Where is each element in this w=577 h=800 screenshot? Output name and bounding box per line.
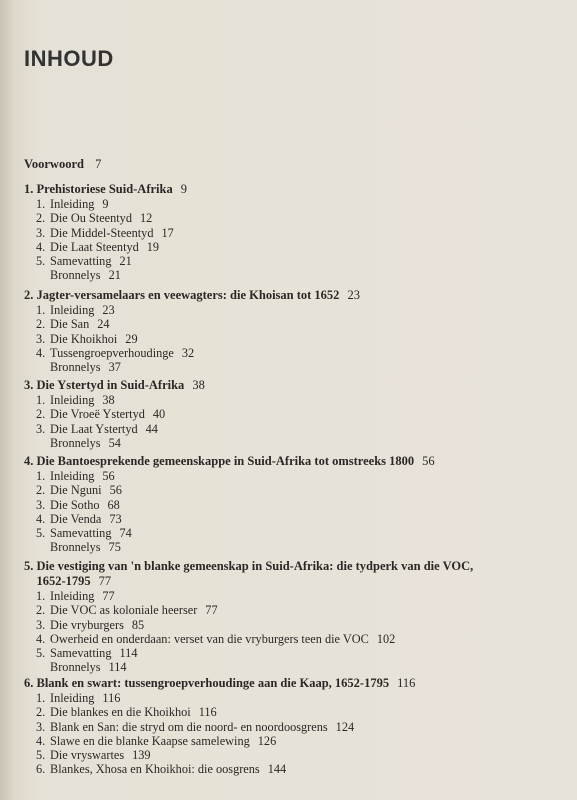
toc-item: 2. Die VOC as koloniale heerser 77 — [36, 603, 218, 618]
chapter-2 — [24, 288, 360, 374]
toc-item: 1. Inleiding 56 — [36, 469, 115, 483]
chapter-title — [24, 378, 205, 393]
toc-item: 3. Die Middel-Steentyd 17 — [36, 225, 174, 240]
toc-item: 2. Die blankes en die Khoikhoi 116 — [36, 705, 217, 720]
toc-item-bronnelys: Bronnelys 21 — [50, 268, 121, 283]
toc-item: 3. Die Khoikhoi 29 — [36, 331, 138, 346]
toc-item: 3. Die vryburgers 85 — [36, 617, 145, 632]
chapter-title — [24, 559, 473, 589]
toc-item-bronnelys: Bronnelys 114 — [50, 660, 127, 675]
chapter-title-text: 6. Blank en swart: tussengroepverhoudinge aan die Kaap, 1652-1795 — [24, 676, 390, 690]
chapter-6 — [24, 676, 415, 777]
toc-item: 2. Die San 24 — [36, 317, 110, 332]
page-title: INHOUD — [24, 46, 114, 71]
chapter-page: 9 — [180, 182, 187, 196]
chapter-title-text: 3. Die Ystertyd in Suid-Afrika — [24, 378, 185, 392]
toc-item: 2. Die Nguni 56 — [36, 483, 122, 498]
chapter-page: 23 — [347, 288, 360, 302]
chapter-title-text: 2. Jagter-versamelaars en veewagters: die Khoisan tot 1652 — [24, 288, 340, 302]
chapter-5 — [24, 559, 473, 675]
toc-item: 5. Samevatting 74 — [36, 526, 132, 541]
chapter-title-text: 5. Die vestiging van 'n blanke gemeenskap in Suid-Afrika: die tydperk van die VOC, 1652-1795 — [24, 559, 474, 588]
toc-item-bronnelys: Bronnelys 37 — [50, 360, 121, 375]
chapter-title — [24, 288, 360, 303]
chapter-3 — [24, 378, 205, 450]
toc-item: 6. Blankes, Xhosa en Khoikhoi: die oosgrens 144 — [36, 762, 287, 777]
foreword-page: 7 — [95, 157, 102, 171]
chapter-page: 116 — [397, 676, 416, 690]
foreword-label: Voorwoord — [24, 157, 84, 171]
chapter-page: 77 — [98, 574, 112, 588]
toc-item-bronnelys: Bronnelys 75 — [50, 540, 121, 555]
toc-item: 4. Die Laat Steentyd 19 — [36, 239, 160, 254]
toc-item: 1. Inleiding 77 — [36, 589, 115, 603]
toc-item: 1. Inleiding 23 — [36, 303, 115, 317]
toc-item: 2. Die Ou Steentyd 12 — [36, 211, 153, 226]
toc-item: 4. Tussengroepverhoudinge 32 — [36, 345, 195, 360]
toc-item: 3. Die Laat Ystertyd 44 — [36, 421, 158, 436]
toc-item: 5. Die vryswartes 139 — [36, 748, 151, 763]
chapter-page: 38 — [192, 378, 205, 392]
toc-item-bronnelys: Bronnelys 54 — [50, 435, 121, 450]
toc-item: 1. Inleiding 38 — [36, 393, 115, 407]
chapter-title — [24, 454, 435, 469]
toc-item: 3. Blank en San: die stryd om die noord- en noordoosgrens 124 — [36, 719, 355, 734]
toc-item: 4. Die Venda 73 — [36, 511, 122, 526]
toc-item: 1. Inleiding 116 — [36, 691, 121, 705]
foreword-entry — [24, 157, 101, 172]
chapter-4 — [24, 454, 435, 555]
chapter-title — [24, 182, 187, 197]
chapter-title-text: 4. Die Bantoesprekende gemeenskappe in Suid-Afrika tot omstreeks 1800 — [24, 454, 415, 468]
chapter-title-text: 1. Prehistoriese Suid-Afrika — [24, 182, 173, 196]
toc-item: 5. Samevatting 21 — [36, 254, 132, 269]
toc-item: 2. Die Vroeë Ystertyd 40 — [36, 407, 166, 422]
chapter-1 — [24, 182, 187, 283]
toc-item: 4. Owerheid en onderdaan: verset van die vryburgers teen die VOC 102 — [36, 631, 396, 646]
toc-item: 3. Die Sotho 68 — [36, 497, 120, 512]
chapter-title — [24, 676, 415, 691]
toc-item: 5. Samevatting 114 — [36, 646, 138, 661]
chapter-page: 56 — [422, 454, 435, 468]
toc-item: 4. Slawe en die blanke Kaapse samelewing 126 — [36, 733, 277, 748]
toc-item: 1. Inleiding 9 — [36, 197, 109, 211]
